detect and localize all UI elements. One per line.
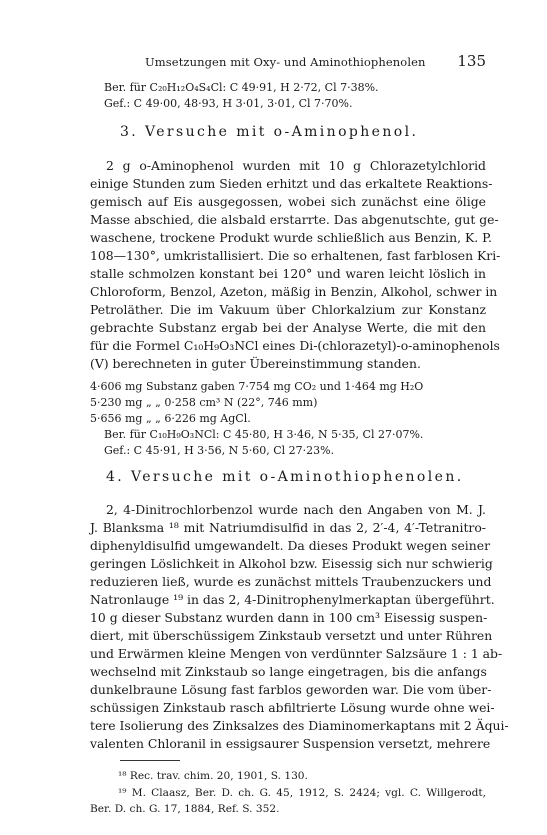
analysis-line: Gef.: C 45·91, H 3·56, N 5·60, Cl 27·23%. — [104, 444, 335, 457]
paragraph-line: reduzieren ließ, wurde es zunächst mittels Traubenzuckers und — [90, 574, 492, 589]
page-header — [90, 52, 486, 72]
paragraph-line: valenten Chloranil in essigsaurer Suspension versetzt, mehrere — [90, 736, 491, 751]
analysis-line: 4·606 mg Substanz gaben 7·754 mg CO₂ und 1·464 mg H₂O — [90, 380, 424, 393]
paragraph-line: (V) berechneten in guter Übereinstimmung standen. — [90, 356, 421, 371]
paragraph-line: und Erwärmen kleine Mengen von verdünnter Salzsäure 1 : 1 ab- — [90, 646, 503, 661]
paragraph-line: gebrachte Substanz ergab bei der Analyse Werte, die mit den — [90, 320, 486, 335]
paragraph-line: stalle schmolzen konstant bei 120° und waren leicht löslich in — [90, 266, 486, 281]
paragraph-line: gemisch auf Eis ausgegossen, wobei sich zunächst eine ölige — [90, 194, 486, 209]
footnote: ¹⁹ M. Claasz, Ber. D. ch. G. 45, 1912, S. 2424; vgl. C. Willgerodt, — [118, 787, 486, 799]
paragraph-line: Masse abschied, die alsbald erstarrte. Das abgenutschte, gut ge- — [90, 212, 499, 227]
section-heading-4: 4. Versuche mit o-Aminothiophenolen. — [106, 469, 464, 485]
paragraph-line: einige Stunden zum Sieden erhitzt und das erkaltete Reaktions- — [90, 176, 493, 191]
analysis-line: 5·230 mg „ „ 0·258 cm³ N (22°, 746 mm) — [90, 396, 318, 409]
footnote: Ber. D. ch. G. 17, 1884, Ref. S. 352. — [90, 803, 280, 815]
analysis-line: Ber. für C₁₀H₉O₃NCl: C 45·80, H 3·46, N 5·35, Cl 27·07%. — [104, 428, 424, 441]
footnote: ¹⁸ Rec. trav. chim. 20, 1901, S. 130. — [118, 770, 308, 782]
running-title: Umsetzungen mit Oxy- und Aminothiophenolen — [145, 55, 426, 69]
paragraph-line: 2 g o-Aminophenol wurden mit 10 g Chlorazetylchlorid — [106, 158, 486, 173]
paragraph-line: dunkelbraune Lösung fast farblos geworden war. Die vom über- — [90, 682, 492, 697]
paragraph-line: 108—130°, umkristallisiert. Die so erhaltenen, fast farblosen Kri- — [90, 248, 501, 263]
paragraph-line: wechselnd mit Zinkstaub so lange eingetragen, bis die anfangs — [90, 664, 487, 679]
paragraph-line: 10 g dieser Substanz wurden dann in 100 cm³ Eisessig suspen- — [90, 610, 488, 625]
paragraph-line: Chloroform, Benzol, Azeton, mäßig in Benzin, Alkohol, schwer in — [90, 284, 498, 299]
paragraph-line: Petroläther. Die im Vakuum über Chlorkalzium zur Konstanz — [90, 302, 486, 317]
paragraph-line: diert, mit überschüssigem Zinkstaub versetzt und unter Rühren — [90, 628, 493, 643]
paragraph-line: J. Blanksma ¹⁸ mit Natriumdisulfid in das 2, 2′-4, 4′-Tetranitro- — [90, 520, 486, 535]
paragraph-line: diphenyldisulfid umgewandelt. Da dieses Produkt wegen seiner — [90, 538, 491, 553]
analysis-line: 5·656 mg „ „ 6·226 mg AgCl. — [90, 412, 251, 425]
analysis-line: Gef.: C 49·00, 48·93, H 3·01, 3·01, Cl 7·70%. — [104, 97, 353, 110]
paragraph-line: Natronlauge ¹⁹ in das 2, 4-Dinitrophenylmerkaptan übergeführt. — [90, 592, 495, 607]
paragraph-line: 2, 4-Dinitrochlorbenzol wurde nach den Angaben von M. J. — [106, 502, 486, 517]
paragraph-line: geringen Löslichkeit in Alkohol bzw. Eisessig sich nur schwierig — [90, 556, 493, 571]
footnote-rule — [120, 760, 180, 761]
paragraph-line: für die Formel C₁₀H₉O₃NCl eines Di-(chlorazetyl)-o-aminophenols — [90, 338, 500, 353]
paragraph-line: tere Isolierung des Zinksalzes des Diaminomerkaptans mit 2 Äqui- — [90, 718, 509, 733]
paragraph-line: waschene, trockene Produkt wurde schließlich aus Benzin, K. P. — [90, 230, 492, 245]
section-heading-3: 3. Versuche mit o-Aminophenol. — [120, 124, 419, 140]
page-number: 135 — [457, 52, 486, 70]
paragraph-line: schüssigen Zinkstaub rasch abfiltrierte Lösung wurde ohne wei- — [90, 700, 495, 715]
analysis-line: Ber. für C₂₀H₁₂O₄S₄Cl: C 49·91, H 2·72, Cl 7·38%. — [104, 81, 379, 94]
